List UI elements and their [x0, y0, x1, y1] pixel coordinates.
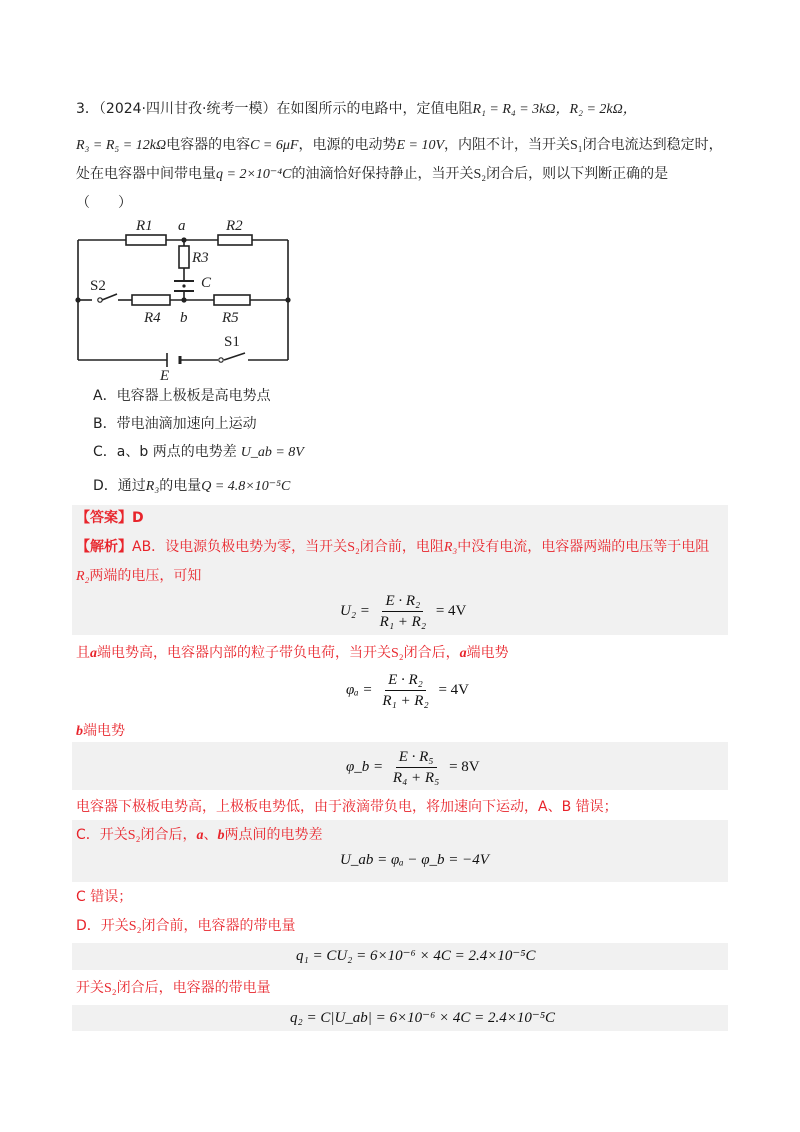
analysis-text: 端电势	[466, 645, 509, 661]
analysis-line-2	[76, 566, 201, 587]
analysis-line-1	[76, 537, 709, 558]
formula-q1: q₁ = CU₂ = 6×10⁻⁶ × 4C = 2.4×10⁻⁵C	[296, 948, 536, 964]
analysis-text: 闭合后，	[140, 827, 197, 843]
analysis-text: 且	[76, 645, 90, 661]
label-r4: R4	[144, 310, 161, 326]
label-b: b	[180, 310, 188, 326]
fraction-denominator: R₄ + R₅	[392, 770, 440, 786]
option-d	[93, 476, 290, 497]
switch-s2-symbol: S₂	[473, 167, 487, 182]
label-r3: R3	[192, 250, 209, 266]
fraction-numerator: E · R₂	[382, 592, 423, 612]
formula-lhs: φ_b =	[346, 758, 384, 775]
question-line-3	[76, 164, 668, 185]
analysis-text: 闭合前，电阻	[359, 539, 444, 555]
fraction-numerator: E · R₂	[385, 671, 426, 691]
formula-q2: q₂ = C|U_ab| = 6×10⁻⁶ × 4C = 2.4×10⁻⁵C	[290, 1010, 556, 1026]
formula-emf: E = 10V	[396, 138, 445, 153]
fraction-denominator: R₁ + R₂	[379, 614, 427, 630]
formula-lhs: φₐ =	[346, 681, 373, 698]
analysis-text: 两点间的电势差	[224, 827, 323, 843]
analysis-s2: S₂	[127, 828, 141, 843]
analysis-s2: S₂	[104, 981, 117, 996]
fraction	[379, 671, 431, 710]
question-text: 在如图所示的电路中，定值电阻	[276, 101, 473, 117]
question-text: 处在电容器中间带电量	[76, 166, 216, 182]
var-a: a	[196, 828, 204, 843]
analysis-text: D．开关	[76, 918, 129, 934]
formula-phi-b	[346, 748, 480, 787]
analysis-text: 闭合前，电容器的带电量	[141, 918, 296, 934]
option-a: A．电容器上极板是高电势点	[93, 388, 271, 404]
option-d-text: D．通过	[93, 478, 146, 494]
var-a: a	[459, 646, 467, 661]
analysis-line-8	[76, 916, 295, 937]
option-d-formula: Q = 4.8×10⁻⁵C	[201, 479, 291, 494]
fraction	[377, 592, 429, 631]
answer-label: 【答案】	[76, 510, 132, 526]
question-text: ，电源的电动势	[298, 137, 397, 153]
analysis-text: 端电势高，电容器内部的粒子带负电荷，当开关	[97, 645, 391, 661]
label-c: C	[201, 275, 212, 291]
question-line-2	[76, 135, 723, 156]
analysis-text: 闭合后，电容器的带电量	[116, 980, 271, 996]
option-b: B．带电油滴加速向上运动	[93, 416, 257, 432]
option-d-r3: R₃	[145, 479, 160, 494]
fraction	[390, 748, 442, 787]
answer-paren: （ ）	[76, 195, 132, 211]
switch-s1-symbol: S₁	[570, 138, 583, 153]
formula-r1-r4: R₁ = R₄ = 3kΩ，	[472, 102, 570, 117]
label-r2: R2	[226, 218, 243, 234]
analysis-s2: S₂	[391, 646, 404, 661]
formula-lhs: U₂ =	[340, 602, 370, 619]
analysis-r3: R₃	[443, 540, 458, 555]
label-r1: R1	[136, 218, 153, 234]
answer-line	[76, 508, 144, 528]
question-text: 闭合后，则以下判断正确的是	[486, 166, 669, 182]
question-text: 的油滴恰好保持静止，当开关	[291, 166, 474, 182]
option-d-text2: 的电量	[159, 478, 202, 494]
analysis-line-3	[76, 643, 509, 664]
answer-value: D	[132, 510, 144, 526]
analysis-line-4	[76, 721, 125, 742]
analysis-text: 开关	[76, 980, 104, 996]
analysis-line-5: 电容器下极板电势高，上极板电势低，由于液滴带负电，将加速向下运动，A、B 错误；	[76, 799, 618, 815]
var-a: a	[90, 646, 97, 661]
fraction-numerator: E · R₅	[396, 748, 437, 768]
analysis-text: 闭合后，	[403, 645, 460, 661]
formula-rhs: = 4V	[435, 602, 467, 619]
formula-u-ab: U_ab = φₐ − φ_b = −4V	[340, 852, 489, 868]
analysis-line-9	[76, 978, 271, 999]
analysis-text: 、	[203, 827, 218, 843]
analysis-label: 【解析】	[76, 539, 132, 555]
option-c-formula: U_ab = 8V	[240, 445, 304, 460]
analysis-line-6	[76, 825, 322, 846]
analysis-r2: R₂	[76, 569, 90, 584]
formula-rhs: = 4V	[438, 681, 469, 698]
label-r5: R5	[222, 310, 239, 326]
question-text: 闭合电流达到稳定时，	[582, 137, 723, 153]
formula-r3-r5: R₃ = R₅ = 12kΩ	[76, 138, 167, 153]
question-text: 电容器的电容	[166, 137, 251, 153]
var-b: b	[217, 828, 225, 843]
question-number: 3．	[76, 101, 99, 117]
analysis-text: 端电势	[83, 723, 125, 739]
question-source: （2024·四川甘孜·统考一模）	[98, 101, 277, 117]
question-line-1	[76, 99, 637, 120]
label-s2: S2	[90, 278, 106, 294]
formula-capacitance: C = 6μF	[250, 138, 299, 153]
analysis-text: AB．设电源负极电势为零，当开关	[132, 539, 348, 555]
analysis-s2: S₂	[347, 540, 360, 555]
formula-r2: R₂ = 2kΩ，	[569, 102, 637, 117]
formula-charge: q = 2×10⁻⁴C	[216, 167, 292, 182]
option-c-text: C．a、b 两点的电势差	[93, 444, 237, 460]
option-c	[93, 442, 304, 463]
fraction-denominator: R₁ + R₂	[382, 693, 429, 709]
analysis-line-7: C 错误；	[76, 889, 133, 905]
analysis-s2: S₂	[128, 919, 142, 934]
analysis-text: C．开关	[76, 827, 128, 843]
circuit-diagram	[70, 214, 300, 384]
formula-phi-a	[346, 671, 469, 710]
analysis-text: 两端的电压，可知	[89, 568, 202, 584]
var-b: b	[76, 724, 83, 739]
label-a: a	[178, 218, 186, 234]
formula-u2	[340, 592, 466, 631]
analysis-text: 中没有电流，电容器两端的电压等于电阻	[457, 539, 710, 555]
question-text: ，内阻不计，当开关	[444, 137, 571, 153]
formula-rhs: = 8V	[449, 758, 480, 775]
label-s1: S1	[224, 334, 240, 350]
label-e: E	[160, 368, 170, 384]
